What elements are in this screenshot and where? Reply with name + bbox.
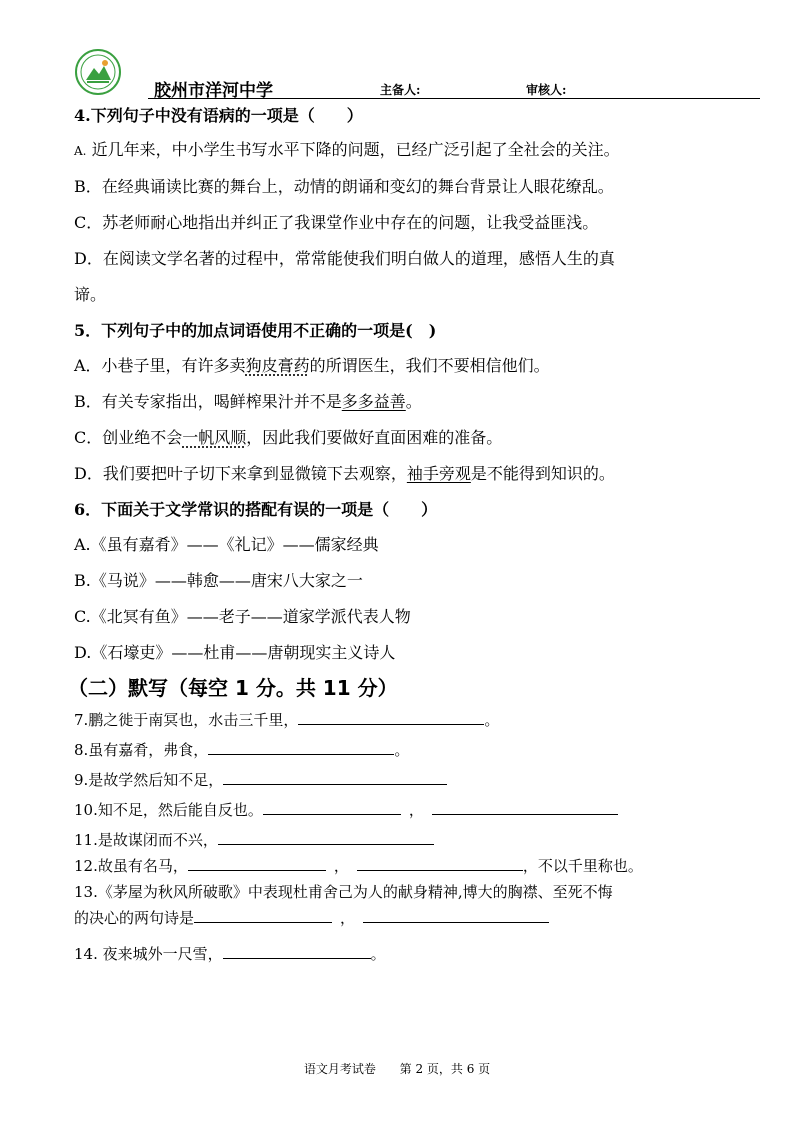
- q5-option-a: A．小巷子里，有许多卖狗皮膏药的所谓医生，我们不要相信他们。: [74, 356, 550, 375]
- q4-option-c: C．苏老师耐心地指出并纠正了我课堂作业中存在的问题，让我受益匪浅。: [74, 213, 599, 232]
- answer-blank[interactable]: [194, 905, 332, 923]
- q6-option-a: A.《虽有嘉肴》——《礼记》——儒家经典: [74, 535, 379, 554]
- answer-blank[interactable]: [218, 827, 434, 845]
- q7: 7.鹏之徙于南冥也，水击三千里， 。: [74, 707, 734, 733]
- reviewer-label: 审核人:: [526, 83, 567, 97]
- q6-option-c: C.《北冥有鱼》——老子——道家学派代表人物: [74, 607, 411, 626]
- q11: 11.是故谋闭而不兴，: [74, 827, 734, 853]
- header-rule: [148, 98, 760, 99]
- answer-blank[interactable]: [188, 853, 326, 871]
- q4-title: 4.下列句子中没有语病的一项是（ ）: [74, 106, 363, 125]
- answer-blank[interactable]: [432, 797, 618, 815]
- q6-option-b: B.《马说》——韩愈——唐宋八大家之一: [74, 571, 363, 590]
- dotted-word: 狗皮膏药: [245, 356, 310, 375]
- q13: 13.《茅屋为秋风所破歌》中表现杜甫舍己为人的献身精神,博大的胸襟、至死不悔: [74, 883, 613, 901]
- q5-title: 5．下列句子中的加点词语使用不正确的一项是( ): [74, 321, 437, 340]
- underlined-word: 袖手旁观: [406, 464, 471, 483]
- section2-title: （二）默写（每空 1 分。共 11 分）: [68, 676, 398, 700]
- answer-blank[interactable]: [208, 737, 394, 755]
- q13-cont: 的决心的两句诗是 ，: [74, 905, 734, 931]
- page-number: 第 2 页，共 6 页: [399, 1062, 491, 1076]
- q4-option-d-cont: 谛。: [74, 285, 107, 304]
- preparer-label: 主备人:: [380, 83, 421, 97]
- exam-name: 语文月考试卷: [303, 1062, 376, 1076]
- q5-option-b: B．有关专家指出，喝鲜榨果汁并不是多多益善。: [74, 392, 422, 411]
- q6-title: 6．下面关于文学常识的搭配有误的一项是（ ）: [74, 500, 438, 519]
- q9: 9.是故学然后知不足，: [74, 767, 734, 793]
- school-name: 胶州市洋河中学: [154, 81, 273, 101]
- school-logo-icon: [74, 48, 122, 96]
- underlined-word: 多多益善: [341, 392, 406, 411]
- q14: 14. 夜来城外一尺雪， 。: [74, 941, 734, 967]
- answer-blank[interactable]: [357, 853, 523, 871]
- answer-blank[interactable]: [363, 905, 549, 923]
- page-footer: [0, 1060, 794, 1077]
- answer-blank[interactable]: [223, 767, 447, 785]
- answer-blank[interactable]: [263, 797, 401, 815]
- answer-blank[interactable]: [223, 941, 371, 959]
- q4-option-b: B．在经典诵读比赛的舞台上，动情的朗诵和变幻的舞台背景让人眼花缭乱。: [74, 177, 614, 196]
- q4-option-a: A. 近几年来，中小学生书写水平下降的问题，已经广泛引起了全社会的关注。: [74, 140, 620, 159]
- q12: 12.故虽有名马， ， ，不以千里称也。: [74, 853, 734, 879]
- q10: 10.知不足，然后能自反也。 ，: [74, 797, 734, 823]
- q4-option-d: D．在阅读文学名著的过程中，常常能使我们明白做人的道理，感悟人生的真: [74, 249, 615, 268]
- q5-option-d: D．我们要把叶子切下来拿到显微镜下去观察，袖手旁观是不能得到知识的。: [74, 464, 615, 483]
- page-header: [68, 44, 760, 102]
- q5-option-c: C．创业绝不会一帆风顺，因此我们要做好直面困难的准备。: [74, 428, 503, 447]
- answer-blank[interactable]: [298, 707, 484, 725]
- exam-content: [68, 104, 734, 967]
- dotted-word: 一帆风顺: [182, 428, 247, 447]
- q8: 8.虽有嘉肴，弗食， 。: [74, 737, 734, 763]
- q6-option-d: D.《石壕吏》——杜甫——唐朝现实主义诗人: [74, 643, 396, 662]
